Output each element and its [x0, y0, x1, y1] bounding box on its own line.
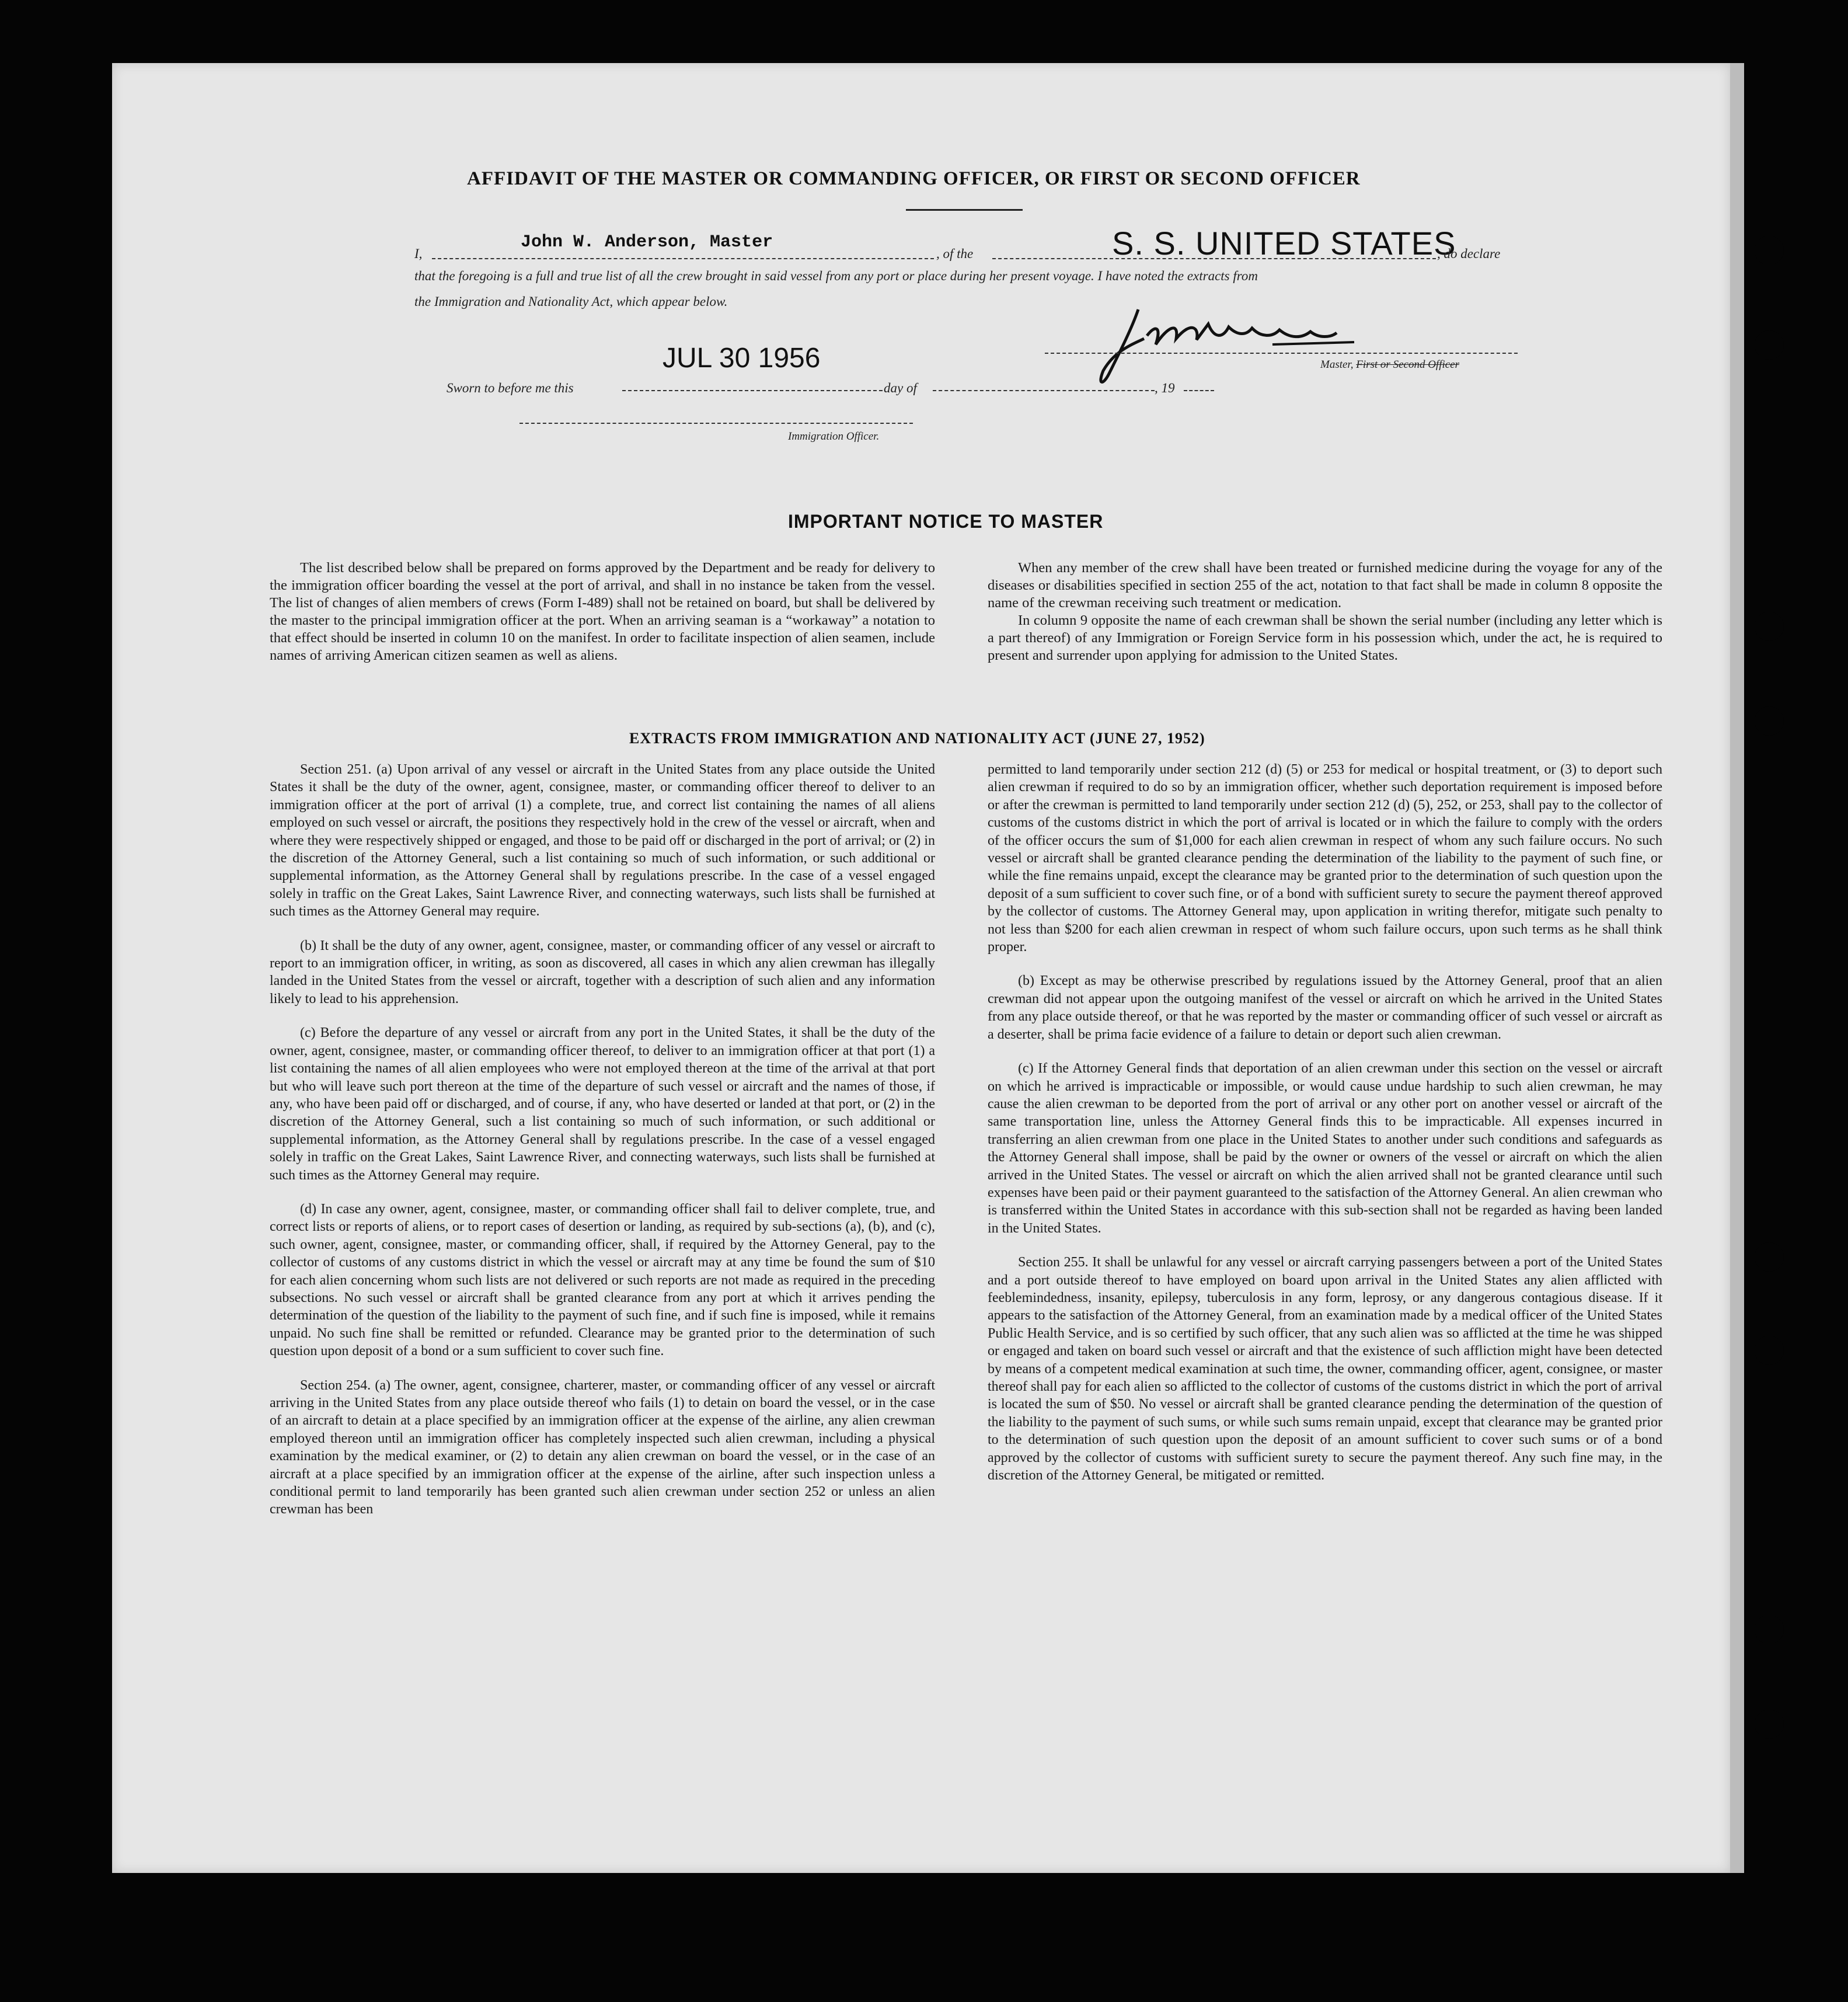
- extract-paragraph: Section 251. (a) Upon arrival of any vessel or aircraft in the United States from any place outside the United States it shall be the duty of the owner, agent, consignee, master, or commanding officer thereof to deliver to an immigration officer at the port of arrival (1) a complete, true, and correct list containing the names of all aliens employed on such vessel or aircraft, the positions they respectively hold in the crew of the vessel or aircraft, when and where they were respectively shipped or engaged, and those to be paid off or discharged in the port of arrival; or (2) in the discretion of the Attorney General, such a list containing so much of such information, or such additional or supplemental information, as the Attorney General shall by regulations prescribe. In the case of a vessel engaged solely in traffic on the Great Lakes, Saint Lawrence River, and connecting waterways, such lists shall be furnished at such times as the Attorney General may require.: [270, 762, 935, 920]
- extract-paragraph: Section 255. It shall be unlawful for any vessel or aircraft carrying passengers between a port of the United States and a port outside thereof to have employed on board upon arrival in the United States any alien afflicted with feeblemindedness, insanity, epilepsy, tuberculosis in any form, leprosy, or any dangerous contagious disease. If it appears to the satisfaction of the Attorney General, from an examination made by a medical officer of the United States Public Health Service, and is so certified by such officer, that any such alien was so afflicted at the time he was shipped or engaged and taken on board such vessel or aircraft and that the existence of such affliction might have been detected by means of a competent medical examination at such time, the owner, commanding officer, agent, consignee, or master thereof shall pay for each alien so afflicted to the collector of customs of the customs district in which the port of arrival is located the sum of $50. No vessel or aircraft shall be granted clearance pending the determination of the question of the liability to the payment of such sums, or while such sums remain unpaid, except that clearance may be granted prior to the determination of such question upon the deposit of an amount sufficient to cover such sums or of a bond approved by the collector of customs with sufficient surety to secure the payment thereof. Any such fine may, in the discretion of the Attorney General, be mitigated or remitted.: [988, 1255, 1662, 1484]
- binder-hole: [1755, 236, 1784, 265]
- extract-paragraph: (b) Except as may be otherwise prescribed by regulations issued by the Attorney General, proof that an alien crewman did not appear upon the outgoing manifest of the vessel or aircraft on which he arrived in the United States from any place outside thereof, or that he was reported by the master or commanding officer of such vessel or aircraft as a deserter, shall be prima facie evidence of a failure to detain or deport such alien crewman.: [988, 973, 1662, 1042]
- notice-left-column: [270, 559, 935, 705]
- name-line: [432, 258, 934, 259]
- notice-paragraph: The list described below shall be prepared on forms approved by the Department and be ready for delivery to the immigration officer boarding the vessel at the port of arrival, and shall in no instance be taken from the vessel. The list of changes of alien members of crews (Form I-489) shall not be retained on board, but shall be delivered by the master to the principal immigration officer at the port. When an arriving seaman is a “workaway” a notation to that effect should be inserted in column 10 on the manifest. In order to facilitate inspection of alien seamen, include names of arriving American citizen seamen as well as aliens.: [270, 560, 935, 663]
- binder-hole: [1755, 330, 1784, 360]
- notice-right-column: [988, 559, 1662, 708]
- master-caption: [1320, 358, 1459, 371]
- vessel-name: S. S. UNITED STATES: [1112, 225, 1456, 262]
- sworn-day-line: [622, 390, 883, 391]
- extracts-right-column: [988, 761, 1662, 1654]
- notice-paragraph: In column 9 opposite the name of each crewman shall be shown the serial number (including any letter which is a part thereof) of any Immigration or Foreign Service form in his possession which, under the act, he is required to present and surrender upon applying for admission to the United States.: [988, 612, 1662, 663]
- day-of-label: day of: [884, 381, 917, 395]
- of-the-label: , of the: [936, 246, 974, 261]
- extract-paragraph: (d) In case any owner, agent, consignee, master, or commanding officer shall fail to deliver complete, true, and correct lists or reports of aliens, or to report cases of desertion or landing, as required by sub-sections (a), (b), and (c), such owner, agent, consignee, master, or commanding officer, shall, if required by the Attorney General, pay to the collector of customs of any customs district in which the vessel or aircraft may at any time be found the sum of $10 for each alien concerning whom such lists are not delivered or such reports are not made as required in the preceding subsections. No such vessel or aircraft shall be granted clearance from any port at which it arrives pending the determination of the question of the liability to the payment of such fine, and if such fine is imposed, while it remains unpaid. No such fine shall be remitted or refunded. Clearance may be granted prior to the determination of such question upon deposit of a bond or a sum sufficient to cover such fine.: [270, 1201, 935, 1359]
- master-caption-plain: Master,: [1320, 358, 1354, 371]
- extracts-title: EXTRACTS FROM IMMIGRATION AND NATIONALITY ACT (JUNE 27, 1952): [629, 730, 1205, 747]
- officer-caption: Immigration Officer.: [788, 430, 880, 443]
- extract-paragraph: (c) Before the departure of any vessel or aircraft from any port in the United States, it shall be the duty of the owner, agent, consignee, master, or commanding officer thereof, to deliver to an immigration officer at that port (1) a list containing the names of all alien employees who were not employed thereon at the time of the arrival at that port but who will leave such port thereon at the time of the departure of such vessel or aircraft and the names of those, if any, who have been paid off or discharged, and of course, if any, who have deserted or landed at that port, or (2) in the discretion of the Attorney General, such a list containing so much of such information, or such additional or supplemental information, as the Attorney General shall by regulations prescribe. In the case of a vessel engaged solely in traffic on the Great Lakes, Saint Lawrence River, and connecting waterways, such lists shall be furnished at such times as the Attorney General may require.: [270, 1025, 935, 1183]
- year-label: , 19: [1155, 381, 1175, 395]
- master-signature: [1097, 304, 1372, 391]
- sworn-month-line: [933, 390, 1155, 391]
- page-edge: [1730, 63, 1744, 1873]
- officer-signature-line: [519, 423, 913, 424]
- binder-hole: [1755, 612, 1784, 641]
- affidavit-title: AFFIDAVIT OF THE MASTER OR COMMANDING OFFICER, OR FIRST OR SECOND OFFICER: [467, 168, 1361, 189]
- sworn-year-line: [1184, 390, 1214, 391]
- binder-hole: [1755, 1242, 1784, 1272]
- extract-paragraph: Section 254. (a) The owner, agent, consignee, charterer, master, or commanding officer of any vessel or aircraft arriving in the United States from any place outside thereof who fails (1) to detain on board the vessel, or in the case of an aircraft to detain at a place specified by an immigration officer at the expense of the airline, any alien crewman employed thereon until an immigration officer has completely inspected such alien crewman, including a physical examination by the medical examiner, or (2) to detain any alien crewman on board the vessel, or in the case of an aircraft at a place specified by an immigration officer at the expense of the airline, after such inspection unless a conditional permit to land temporarily has been granted such alien crewman under section 252 or unless an alien crewman has been: [270, 1377, 935, 1517]
- sworn-label: Sworn to before me this: [447, 381, 574, 395]
- date-stamp: JUL 30 1956: [663, 343, 821, 374]
- binder-hole: [1755, 1615, 1784, 1644]
- notice-paragraph: When any member of the crew shall have been treated or furnished medicine during the voyage for any of the diseases or disabilities specified in section 255 of the act, notation to that fact shall be made in column 8 opposite the name of the crewman receiving such treatment or medication.: [988, 560, 1662, 611]
- master-caption-struck: First or Second Officer: [1356, 358, 1460, 371]
- binder-hole: [1755, 706, 1784, 736]
- statement-line-1: that the foregoing is a full and true list of all the crew brought in said vessel from any port or place during her present voyage. I have noted the extracts from: [414, 269, 1258, 283]
- statement-line-2: the Immigration and Nationality Act, which appear below.: [414, 294, 728, 309]
- master-name: John W. Anderson, Master: [521, 232, 773, 252]
- extract-paragraph: (b) It shall be the duty of any owner, agent, consignee, master, or commanding officer of any vessel or aircraft to report to an immigration officer, in writing, as soon as discovered, all cases in which any alien crewman has illegally landed in the United States from the vessel or aircraft, together with a description of such alien and any information likely to lead to his apprehension.: [270, 938, 935, 1007]
- signature-line: [1045, 353, 1518, 354]
- binder-hole: [1755, 1709, 1784, 1739]
- title-rule: [906, 209, 1023, 211]
- i-label: I,: [414, 246, 423, 261]
- extracts-left-column: [270, 761, 935, 1654]
- extract-paragraph: (c) If the Attorney General finds that deportation of an alien crewman under this section on the vessel or aircraft on which he arrived is impracticable or impossible, or would cause undue hardship to such alien crewman, he may cause the alien crewman to be deported from the port of arrival or any other port on another vessel or aircraft of the same transportation line, unless the Attorney General finds this to be impracticable. All expenses incurred in transferring an alien crewman from one place in the United States to another under such conditions and safeguards as the Attorney General shall impose, shall be paid by the owner or owners of the vessel or aircraft on which the alien arrived in the United States. The vessel or aircraft on which the alien arrived shall not be granted clearance until such expenses have been paid or their payment guaranteed to the satisfaction of the Attorney General. An alien crewman who is transferred within the United States in accordance with this sub-section shall not be regarded as having been landed in the United States.: [988, 1061, 1662, 1236]
- notice-title: IMPORTANT NOTICE TO MASTER: [788, 511, 1104, 532]
- extract-paragraph: permitted to land temporarily under section 212 (d) (5) or 253 for medical or hospital treatment, or (3) to deport such alien crewman if required to do so by an immigration officer, whether such deportation requirement is imposed before or after the crewman is permitted to land temporarily under section 212 (d) (5), 252, or 253, shall pay to the collector of customs of the customs district in which the port of arrival is located or in which the failure to comply with the orders of the officer occurs the sum of $1,000 for each alien crewman in respect of whom any such failure occurs. No such vessel or aircraft shall be granted clearance pending the determination of the liability to the payment of such fine, or while the fine remains unpaid, except the clearance may be granted prior to the determination of such question upon the deposit of a sum sufficient to cover such fine, or of a bond with sufficient surety to secure the payment thereof approved by the collector of customs. The Attorney General may, upon application in writing therefor, mitigate such penalty to not less than $200 for each alien crewman in respect of whom such failure occurs, upon such terms as he shall think proper.: [988, 762, 1662, 955]
- binder-hole: [1755, 1336, 1784, 1365]
- declare-label: , do declare: [1437, 246, 1501, 261]
